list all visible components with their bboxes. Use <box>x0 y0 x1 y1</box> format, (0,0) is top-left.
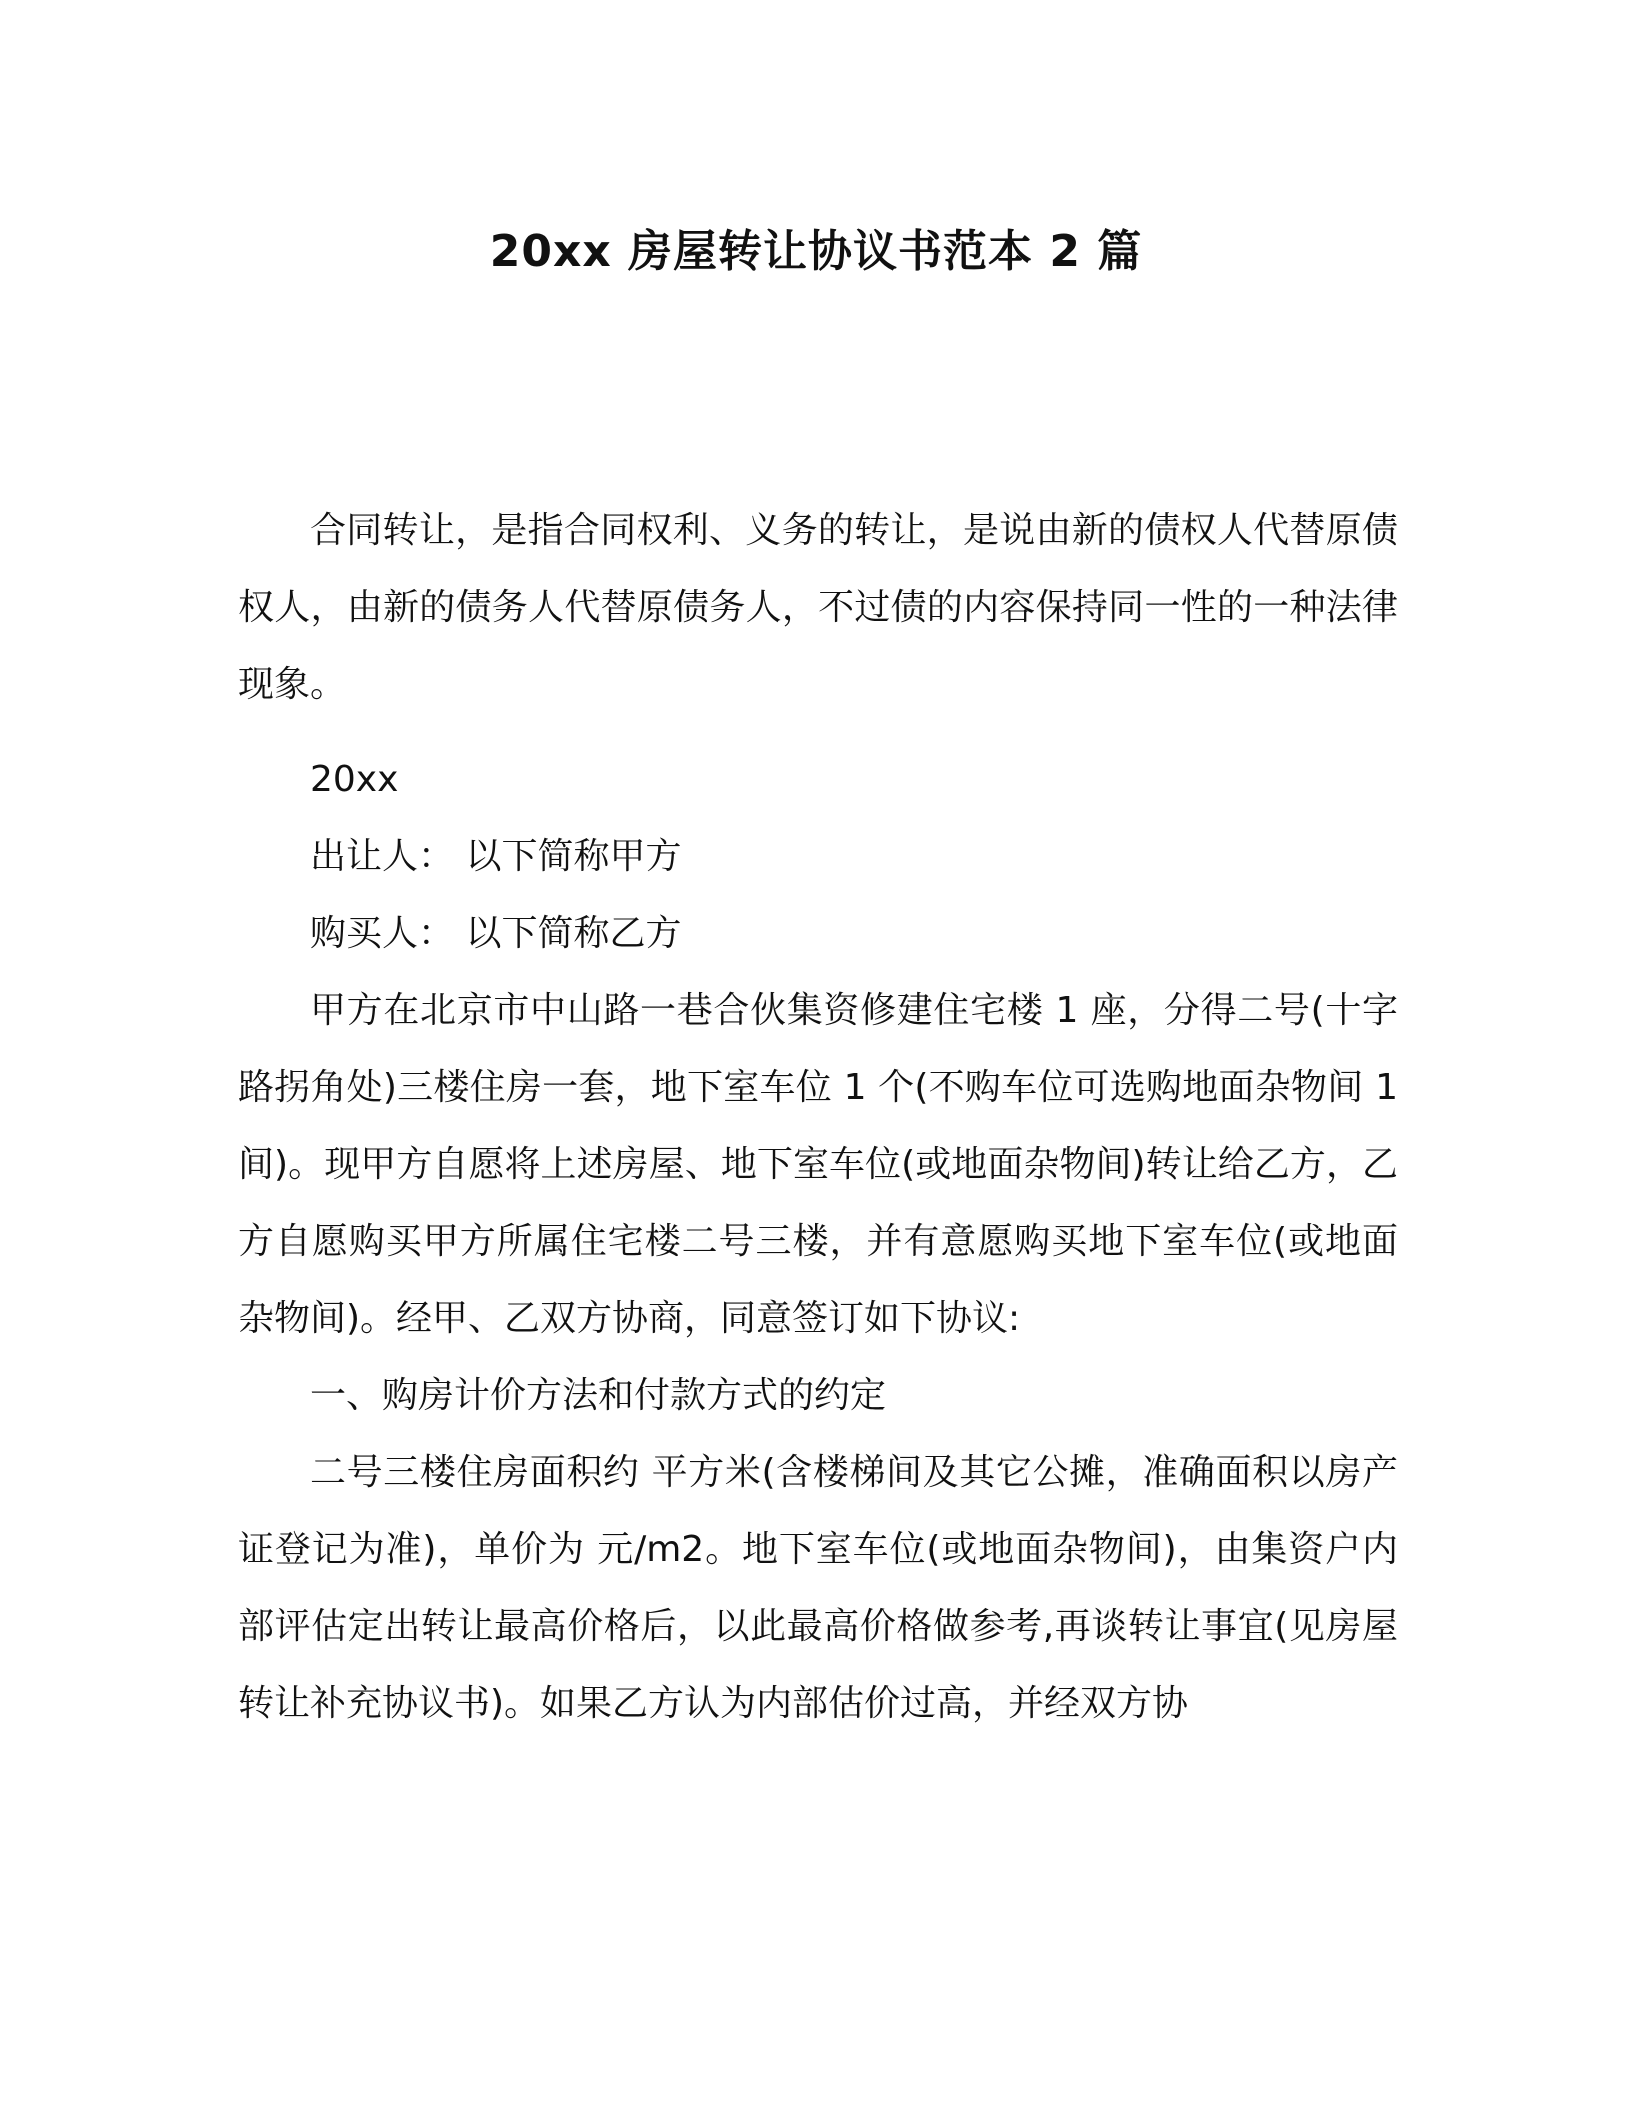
paragraph-year: 20xx <box>310 759 399 800</box>
document-body <box>238 492 1398 1742</box>
document-title: 20xx 房屋转让协议书范本 2 篇 <box>489 226 1143 277</box>
paragraph-property-description: 甲方在北京市中山路一巷合伙集资修建住宅楼 1 座，分得二号(十字路拐角处)三楼住房一套，地下室车位 1 个(不购车位可选购地面杂物间 1 间)。现甲方自愿将上述房屋、地下室车位(或地面杂物间)转让给乙方，乙方自愿购买甲方所属住宅楼二号三楼，并有意愿购买地下室车位(或地面杂物间)。经甲、乙双方协商，同意签订如下协议: <box>238 990 1398 1339</box>
paragraph-seller: 出让人： 以下简称甲方 <box>310 836 682 877</box>
paragraph-pricing: 二号三楼住房面积约 平方米(含楼梯间及其它公摊，准确面积以房产证登记为准)，单价为 元/m2。地下室车位(或地面杂物间)，由集资户内部评估定出转让最高价格后，以此最高价格做参考,再谈转让事宜(见房屋转让补充协议书)。如果乙方认为内部估价过高，并经双方协 <box>238 1452 1398 1724</box>
paragraph-intro: 合同转让，是指合同权利、义务的转让，是说由新的债权人代替原债权人，由新的债务人代替原债务人，不过债的内容保持同一性的一种法律现象。 <box>238 510 1398 705</box>
section-heading-pricing: 一、购房计价方法和付款方式的约定 <box>310 1375 887 1416</box>
paragraph-buyer: 购买人： 以下简称乙方 <box>310 913 682 954</box>
